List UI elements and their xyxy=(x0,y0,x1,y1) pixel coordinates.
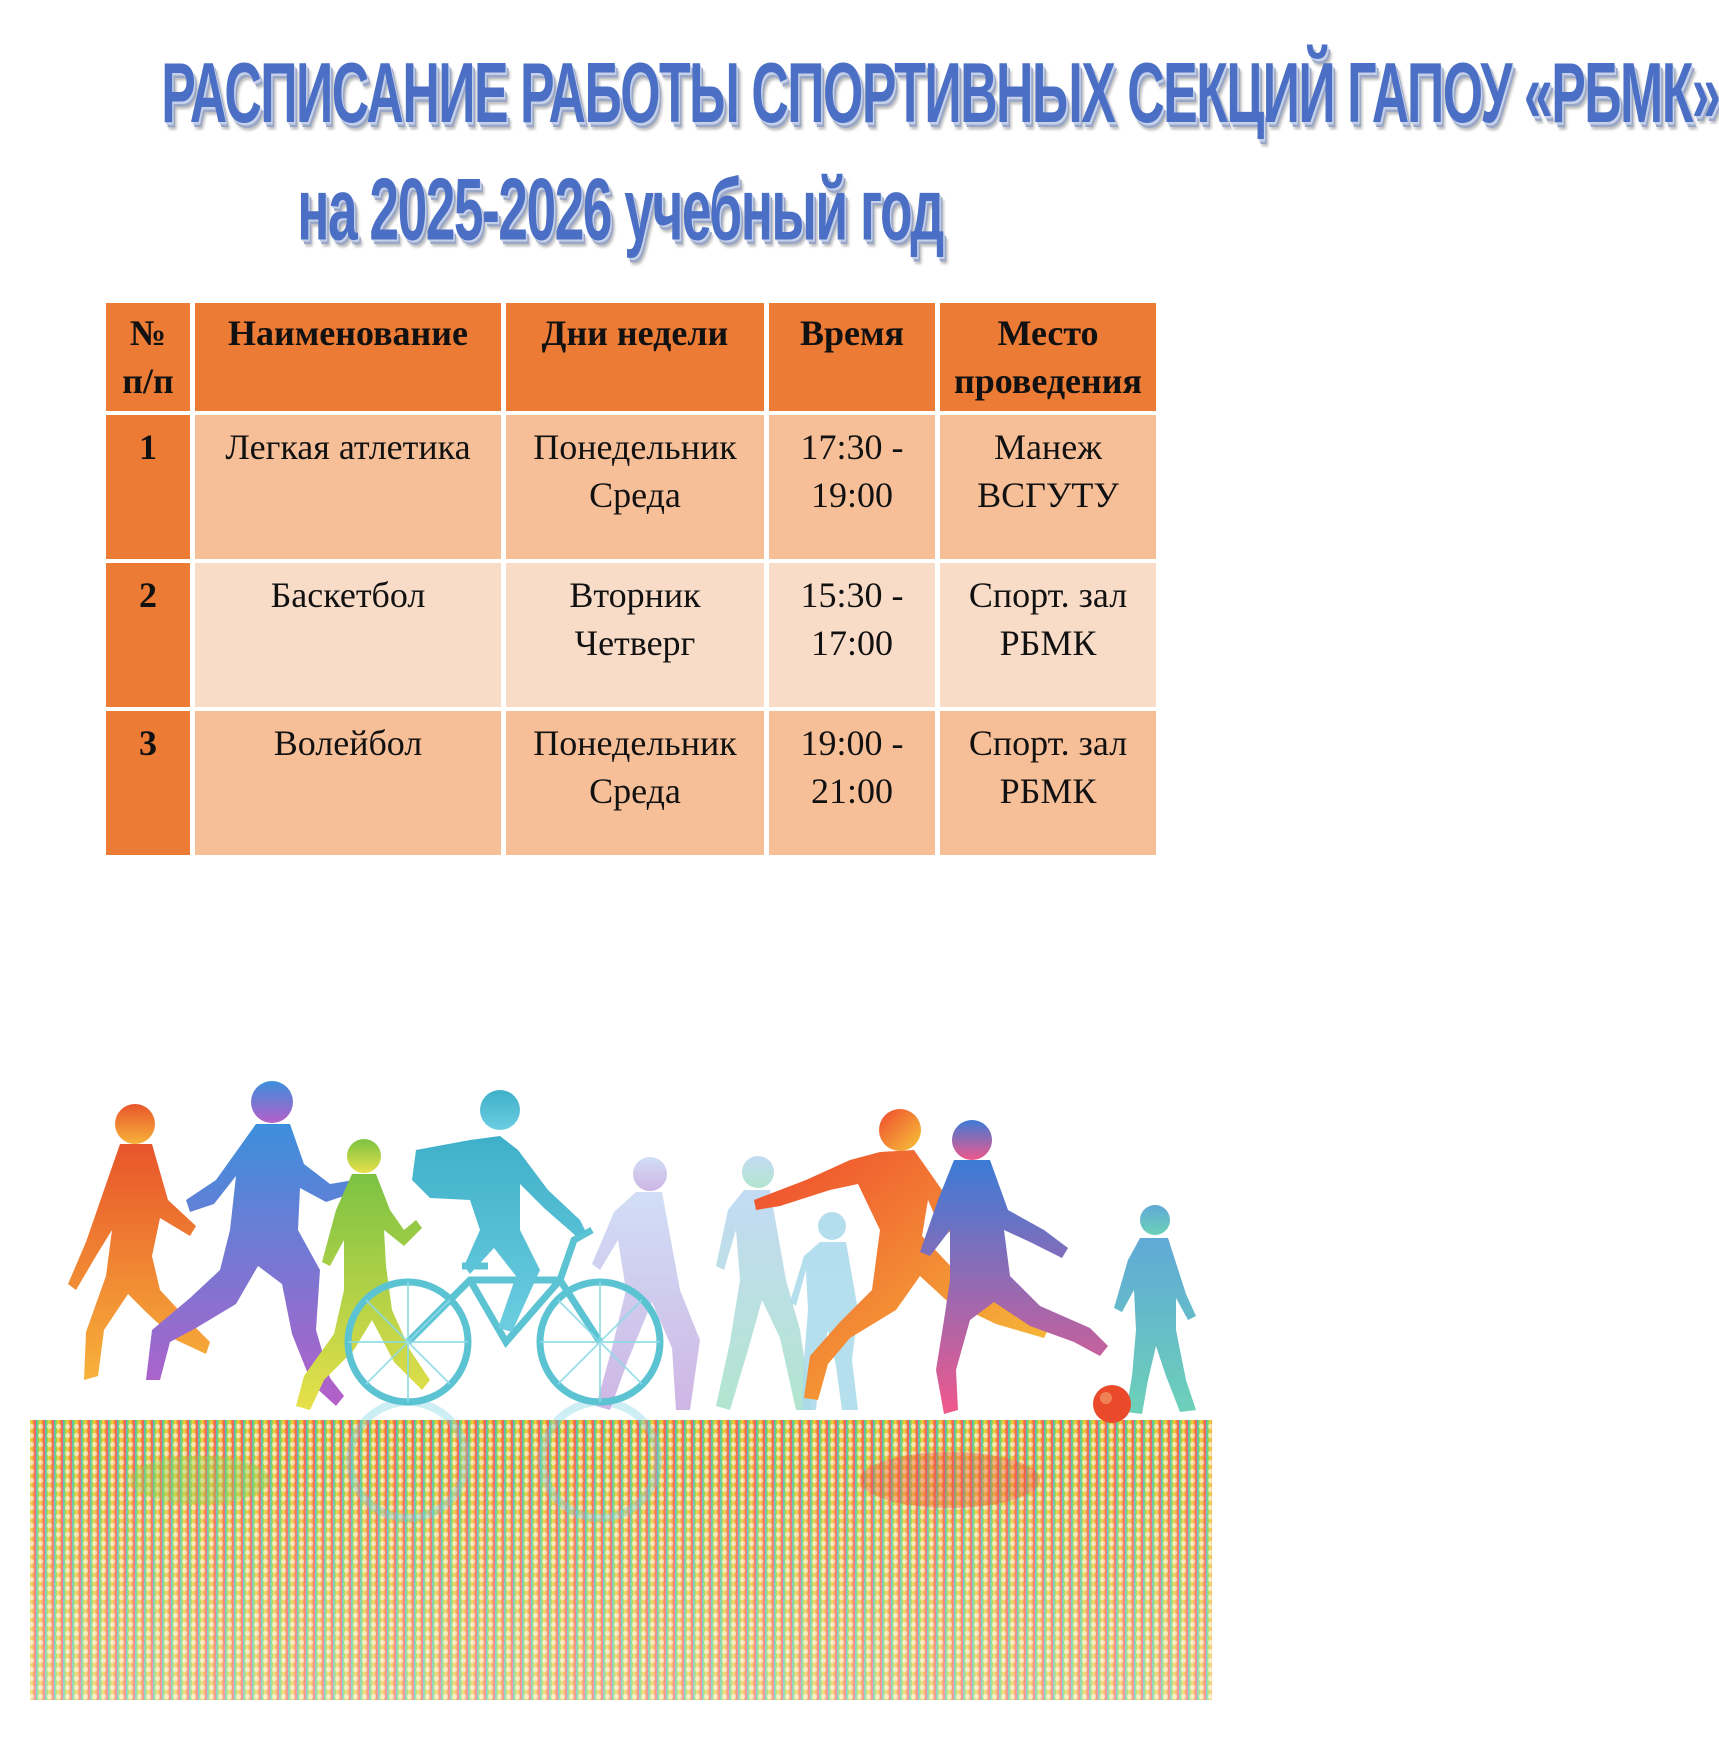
section-days: Понедельник Среда xyxy=(506,415,764,559)
page-subtitle: на 2025-2026 учебный год xyxy=(297,161,943,259)
header-place: Место проведения xyxy=(940,303,1156,411)
table-row xyxy=(106,711,1156,855)
table-row xyxy=(106,415,1156,559)
table-row xyxy=(106,563,1156,707)
header-days: Дни недели xyxy=(506,303,764,411)
header-name: Наименование xyxy=(195,303,501,411)
table-header-row xyxy=(106,303,1156,411)
header-number: № п/п xyxy=(106,303,190,411)
row-number: 2 xyxy=(106,563,190,707)
page-title: РАСПИСАНИЕ РАБОТЫ СПОРТИВНЫХ СЕКЦИЙ ГАПОУ «РБМК» xyxy=(161,45,1719,141)
section-place: Спорт. зал РБМК xyxy=(940,711,1156,855)
section-name: Легкая атлетика xyxy=(195,415,501,559)
section-place: Спорт. зал РБМК xyxy=(940,563,1156,707)
section-time: 17:30 - 19:00 xyxy=(769,415,935,559)
sports-silhouettes-illustration xyxy=(0,1080,1240,1720)
section-name: Волейбол xyxy=(195,711,501,855)
header-time: Время xyxy=(769,303,935,411)
schedule-table xyxy=(101,299,1161,859)
section-place: Манеж ВСГУТУ xyxy=(940,415,1156,559)
row-number: 3 xyxy=(106,711,190,855)
section-days: Понедельник Среда xyxy=(506,711,764,855)
section-name: Баскетбол xyxy=(195,563,501,707)
row-number: 1 xyxy=(106,415,190,559)
section-time: 19:00 - 21:00 xyxy=(769,711,935,855)
section-days: Вторник Четверг xyxy=(506,563,764,707)
section-time: 15:30 - 17:00 xyxy=(769,563,935,707)
